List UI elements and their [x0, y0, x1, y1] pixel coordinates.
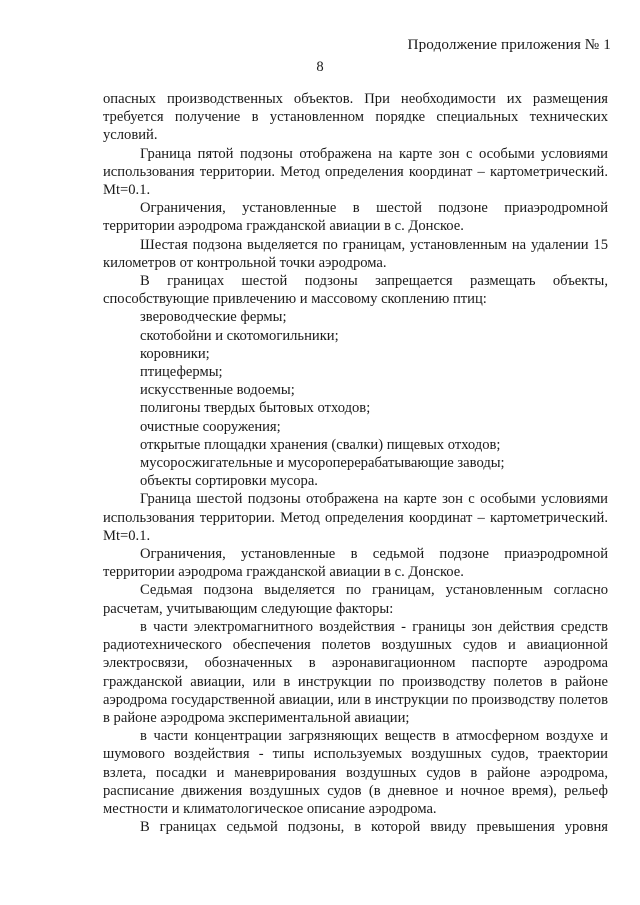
list-item: птицефермы; [140, 364, 223, 381]
list-item: мусоросжигательные и мусороперерабатывающие заводы; [140, 455, 505, 472]
list-item: коровники; [140, 345, 210, 362]
paragraph-seventh-subzone-restriction: В границах седьмой подзоны, в которой ввиду превышения уровня [140, 819, 608, 836]
page-number: 8 [316, 59, 324, 75]
list-item: искусственные водоемы; [140, 382, 295, 399]
paragraph-sixth-subzone-extent: Шестая подзона выделяется по границам, установленным на удалении 15 километров от контрольной точки аэродрома. [103, 236, 608, 271]
list-item: объекты сортировки мусора. [140, 473, 318, 490]
paragraph-sixth-subzone-boundary: Граница шестой подзоны отображена на карте зон с особыми условиями использования территории. Метод определения координат – картометрический. Mt=0.1. [103, 491, 608, 544]
paragraph-sixth-subzone-heading: Ограничения, установленные в шестой подзоне приаэродромной территории аэродрома гражданской авиации в с. Донское. [103, 200, 608, 235]
list-item: звероводческие фермы; [140, 309, 287, 326]
paragraph-seventh-subzone-extent: Седьмая подзона выделяется по границам, установленным согласно расчетам, учитывающим следующие факторы: [103, 582, 608, 617]
document-body [103, 90, 608, 836]
list-item: полигоны твердых бытовых отходов; [140, 400, 371, 417]
paragraph-electromagnetic-factor: в части электромагнитного воздействия - границы зон действия средств радиотехнического обеспечения полетов воздушных судов и авиационной электросвязи, обозначенных в аэронавигационном паспорте аэродрома гражданской авиации, или в инструкции по производству полетов в районе аэродрома государственной авиации, или в инструкции по производству полетов в районе аэродрома экспериментальной авиации; [103, 618, 608, 726]
paragraph-fifth-subzone-boundary: Граница пятой подзоны отображена на карте зон с особыми условиями использования территории. Метод определения координат – картометрический. Mt=0.1. [103, 145, 608, 199]
prohibited-objects-list [103, 308, 608, 490]
paragraph-pollution-noise-factor: в части концентрации загрязняющих веществ в атмосферном воздухе и шумового воздействия - типы используемых воздушных судов, траектории взлета, посадки и маневрирования воздушных судов в районе аэродрома, расписание движения воздушных судов (в дневное и ночное время), рельеф местности и климатологическое описание аэродрома. [103, 728, 608, 817]
list-item: очистные сооружения; [140, 418, 281, 435]
paragraph-continuation: опасных производственных объектов. При необходимости их размещения требуется получение в установленном порядке специальных технических условий. [103, 91, 608, 144]
list-item: скотобойни и скотомогильники; [140, 327, 339, 344]
list-item: открытые площадки хранения (свалки) пищевых отходов; [140, 436, 501, 453]
paragraph-sixth-subzone-prohibition: В границах шестой подзоны запрещается размещать объекты, способствующие привлечению и массовому скоплению птиц: [103, 273, 608, 308]
paragraph-seventh-subzone-heading: Ограничения, установленные в седьмой подзоне приаэродромной территории аэродрома гражданской авиации в с. Донское. [103, 546, 608, 581]
appendix-continuation-header: Продолжение приложения № 1 [407, 36, 611, 53]
